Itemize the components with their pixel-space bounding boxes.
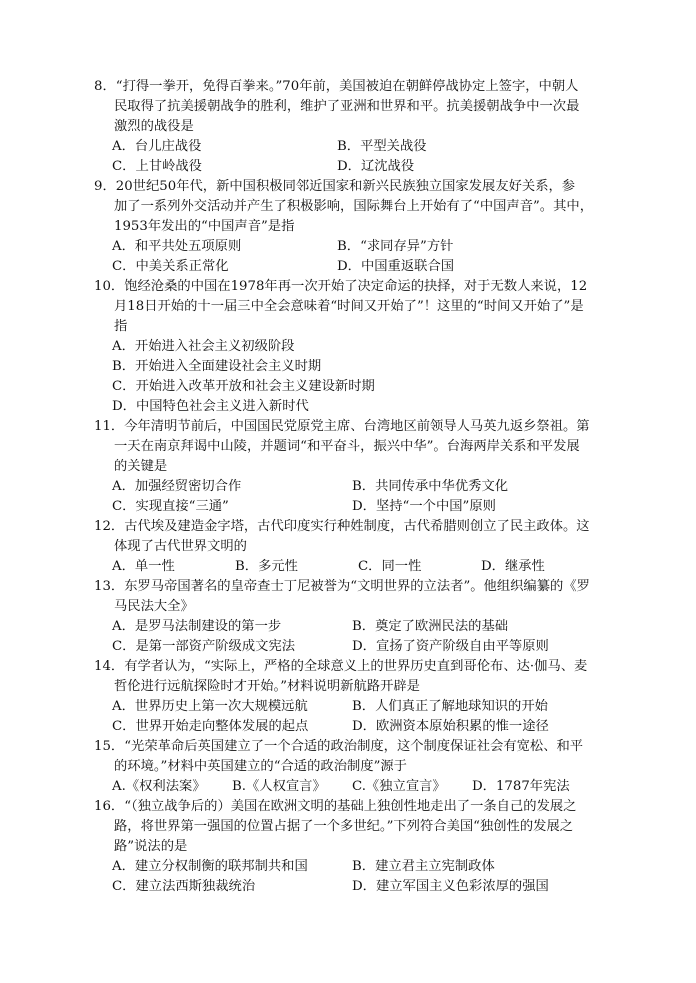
question-stem-line: 民取得了抗美援朝战争的胜利，维护了亚洲和世界和平。抗美援朝战争中一次最 xyxy=(114,99,580,114)
question-11 xyxy=(94,417,614,517)
option-b: B．建立君主立宪制政体 xyxy=(352,859,495,874)
option-c: C．上甘岭战役 xyxy=(112,159,202,174)
question-stem-line: 9．20世纪50年代，新中国积极同邻近国家和新兴民族独立国家发展友好关系，参 xyxy=(94,179,576,194)
question-stem-line: 8．“打得一拳开，免得百拳来。”70年前，美国被迫在朝鲜停战协定上签字，中朝人 xyxy=(94,79,579,94)
option-d: D．继承性 xyxy=(481,559,545,574)
question-stem-line: 13．东罗马帝国著名的皇帝查士丁尼被誉为“文明世界的立法者”。他组织编纂的《罗 xyxy=(94,579,590,594)
option-d: D．中国特色社会主义进入新时代 xyxy=(112,399,309,414)
option-c: C．开始进入改革开放和社会主义建设新时期 xyxy=(112,379,375,394)
option-b: B．人们真正了解地球知识的开始 xyxy=(352,699,548,714)
question-number: 11． xyxy=(94,419,125,434)
options xyxy=(94,557,614,577)
question-stem-line: 加了一系列外交活动并产生了积极影响，国际舞台上开始有了“中国声音”。其中， xyxy=(114,199,593,214)
question-13 xyxy=(94,577,614,657)
question-number: 13． xyxy=(94,579,125,594)
options xyxy=(94,137,614,177)
question-stem-line: 路”说法的是 xyxy=(114,839,188,854)
question-stem-line: 激烈的战役是 xyxy=(114,119,194,134)
question-stem-line: 12．古代埃及建造金字塔，古代印度实行种姓制度，古代希腊则创立了民主政体。这 xyxy=(94,519,590,534)
question-16 xyxy=(94,797,614,897)
option-a: A.《权利法案》 xyxy=(112,779,206,794)
question-12 xyxy=(94,517,614,577)
question-9 xyxy=(94,177,614,277)
question-10 xyxy=(94,277,614,417)
question-stem-line: 路，将世界第一强国的位置占据了一个多世纪。”下列符合美国“独创性的发展之 xyxy=(114,819,574,834)
options xyxy=(94,697,614,737)
question-stem-line: 的关键是 xyxy=(114,459,168,474)
question-number: 10． xyxy=(94,279,125,294)
option-a: A．单一性 xyxy=(112,559,175,574)
option-d: D．建立军国主义色彩浓厚的强国 xyxy=(352,879,549,894)
question-stem-line: 11．今年清明节前后，中国国民党原党主席、台湾地区前领导人马英九返乡祭祖。第 xyxy=(94,419,590,434)
options xyxy=(94,777,614,797)
option-c: C．世界开始走向整体发展的起点 xyxy=(112,719,309,734)
option-c: C．建立法西斯独裁统治 xyxy=(112,879,256,894)
question-stem-line: 月18日开始的十一届三中全会意味着“时间又开始了”！这里的“时间又开始了”是 xyxy=(114,299,584,314)
option-a: A．和平共处五项原则 xyxy=(112,239,242,254)
question-number: 8． xyxy=(94,79,116,94)
option-a: A．建立分权制衡的联邦制共和国 xyxy=(112,859,308,874)
option-d: D．欧洲资本原始积累的惟一途径 xyxy=(352,719,549,734)
options xyxy=(94,237,614,277)
question-8 xyxy=(94,77,614,177)
question-stem-line: 一天在南京拜谒中山陵，并题词“和平奋斗，振兴中华”。台海两岸关系和平发展 xyxy=(114,439,580,454)
question-number: 14． xyxy=(94,659,125,674)
options xyxy=(94,477,614,517)
question-number: 15． xyxy=(94,739,125,754)
option-b: B．共同传承中华优秀文化 xyxy=(352,479,509,494)
question-stem-line: 14．有学者认为，“实际上，严格的全球意义上的世界历史直到哥伦布、达·伽马、麦 xyxy=(94,659,588,674)
option-c: C．同一性 xyxy=(358,559,422,574)
option-c: C．实现直接“三通” xyxy=(112,499,229,514)
question-15 xyxy=(94,737,614,797)
question-stem-line: 马民法大全》 xyxy=(114,599,194,614)
option-d: D．中国重返联合国 xyxy=(337,259,455,274)
question-number: 16． xyxy=(94,799,125,814)
option-b: B.《人权宣言》 xyxy=(232,779,326,794)
option-a: A．台儿庄战役 xyxy=(112,139,202,154)
options xyxy=(94,337,614,417)
question-stem-line: 指 xyxy=(114,319,128,334)
question-stem-line: 哲伦进行远航探险时才开始。”材料说明新航路开辟是 xyxy=(114,679,420,694)
option-a: A．加强经贸密切合作 xyxy=(112,479,242,494)
option-c: C.《独立宣言》 xyxy=(352,779,446,794)
option-a: A．世界历史上第一次大规模远航 xyxy=(112,699,308,714)
question-stem-line: 10．饱经沧桑的中国在1978年再一次开始了决定命运的抉择，对于无数人来说，12 xyxy=(94,279,588,294)
question-stem-line: 的环境。”材料中英国建立的“合适的政治制度”源于 xyxy=(114,759,407,774)
question-number: 12． xyxy=(94,519,125,534)
option-b: B．平型关战役 xyxy=(337,139,427,154)
options xyxy=(94,857,614,897)
option-d: D．1787年宪法 xyxy=(472,779,570,794)
options xyxy=(94,617,614,657)
question-stem-line: 16．“（独立战争后的）美国在欧洲文明的基础上独创性地走出了一条自己的发展之 xyxy=(94,799,577,814)
question-stem-line: 1953年发出的“中国声音”是指 xyxy=(114,219,295,234)
option-c: C．中美关系正常化 xyxy=(112,259,229,274)
question-stem-line: 体现了古代世界文明的 xyxy=(114,539,247,554)
option-a: A．是罗马法制建设的第一步 xyxy=(112,619,282,634)
question-stem-line: 15．“光荣革命后英国建立了一个合适的政治制度，这个制度保证社会有宽松、和平 xyxy=(94,739,584,754)
option-c: C．是第一部资产阶级成文宪法 xyxy=(112,639,296,654)
option-b: B．奠定了欧洲民法的基础 xyxy=(352,619,509,634)
option-b: B．开始进入全面建设社会主义时期 xyxy=(112,359,322,374)
question-number: 9． xyxy=(94,179,116,194)
option-a: A．开始进入社会主义初级阶段 xyxy=(112,339,295,354)
option-d: D．宣扬了资产阶级自由平等原则 xyxy=(352,639,549,654)
option-b: B．“求同存异”方针 xyxy=(337,239,454,254)
question-14 xyxy=(94,657,614,737)
option-d: D．辽沈战役 xyxy=(337,159,415,174)
option-d: D．坚持“一个中国”原则 xyxy=(352,499,496,514)
option-b: B．多元性 xyxy=(235,559,298,574)
